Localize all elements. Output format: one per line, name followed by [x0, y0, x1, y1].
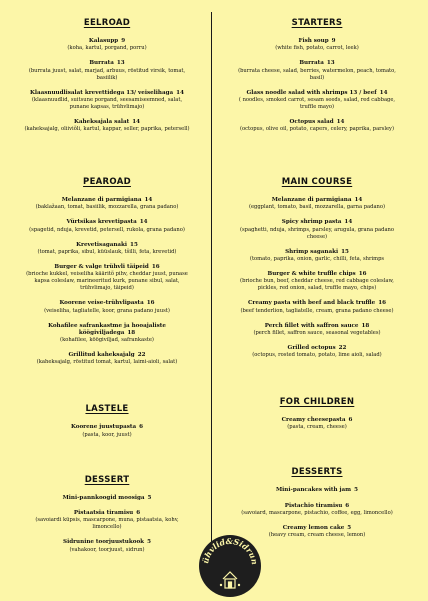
- menu-item: [24, 539, 190, 553]
- menu-section-main-course: [232, 169, 402, 359]
- menu-item-price: 14: [144, 197, 153, 204]
- menu-item-name: Koorene veise-trühvlipasta: [59, 300, 144, 307]
- menu-item-name: Fish soup: [298, 38, 329, 44]
- menu-item: [232, 119, 402, 133]
- menu-item-price: 14: [379, 89, 388, 96]
- menu-item-description: (perch fillet, saffron sauce, seasonal vegetables): [253, 329, 381, 336]
- menu-item-price: 14: [132, 118, 140, 125]
- menu-item-description: (kohafilee, köögiviljad, safrankaste): [60, 337, 154, 344]
- menu-item-title-line: [232, 219, 402, 226]
- menu-item: [232, 219, 402, 240]
- menu-item-description: ( noodles, smoked carrot, sesam seeds, salad, red cabbage, truffle mayo): [238, 96, 396, 110]
- menu-item-price: 5: [147, 539, 151, 546]
- section-title: DESSERTS: [291, 467, 343, 478]
- menu-item-description: (tomat, paprika, sibul, küüslauk, tšilli, feta, krevetid): [37, 248, 177, 255]
- menu-item: [232, 197, 402, 211]
- menu-item-description: (beef tenderlion, tagliatelle, cream, grana padano cheese): [240, 307, 394, 314]
- menu-item-title-line: [232, 323, 402, 330]
- menu-item: [232, 487, 402, 494]
- menu-item-price: 16: [358, 271, 367, 278]
- menu-item-description: (savoiard, mascarpone, pistachio, coffee, egg, limoncello): [241, 509, 393, 516]
- menu-item: [232, 345, 402, 359]
- menu-item-price: 5: [147, 494, 152, 501]
- menu-item-price: 13: [116, 60, 125, 67]
- menu-item: [232, 300, 402, 314]
- menu-item-title-line: [24, 539, 190, 546]
- menu-item-name: Spicy shrimp pasta: [281, 219, 342, 226]
- menu-item-price: 16: [378, 300, 387, 307]
- menu-item-name: Burger & valge trühvli täipeid: [54, 264, 149, 270]
- menu-item-title-line: [232, 90, 402, 97]
- menu-item-name: Vürtsikas krevetipasta: [66, 219, 137, 226]
- menu-item-price: 18: [127, 329, 136, 336]
- house-icon: [223, 572, 237, 588]
- menu-item-name: Sidrunine toorjuustukook: [63, 539, 145, 546]
- menu-item: [24, 119, 190, 133]
- menu-section-starters: [232, 10, 402, 133]
- menu-item-description: (eggplant, tomato, basil, mozzarella, garna padano): [248, 204, 386, 211]
- menu-item-price: 14: [344, 219, 353, 226]
- menu-item-description: (spaghetti, nduja, shrimps, parsley, arugula, grana padano cheese): [239, 226, 394, 240]
- section-title: MAIN COURSE: [281, 177, 353, 188]
- menu-item-name: Melanzane di parmigiana: [271, 197, 352, 204]
- menu-item: [24, 60, 190, 81]
- menu-item-name: Perch fillet with saffron sauce: [264, 322, 359, 329]
- menu-item-name: Creamy pasta with beef and black truffle: [247, 300, 376, 307]
- menu-item-description: (kaheksajalg, röstitud tomat, kartul, laimi-aioli, salat): [36, 359, 178, 366]
- menu-item-price: 6: [348, 417, 353, 424]
- menu-item-name: Burger & white truffle chips: [267, 271, 356, 278]
- menu-item: [232, 38, 402, 52]
- menu-item-description: (brioche kukkel, veiseliha kääritõ pihv, cheddar juust, punase kapsa coleslaw, marineeritud kurk, punane sibul, salat, trühvlimajo, täipeid): [26, 271, 188, 292]
- menu-item: [232, 271, 402, 292]
- menu-item-price: 14: [139, 219, 148, 226]
- menu-item-description: (kaheksajalg, oliiviõli, kartul, kappar, seller, paprika, petersell): [24, 126, 190, 133]
- menu-item-title-line: [232, 249, 402, 256]
- menu-item: [24, 323, 190, 345]
- menu-item-name: Burrata: [299, 60, 324, 67]
- column-divider: [211, 12, 212, 560]
- menu-item-description: (savoiardi küpsis, mascarpone, muna, pistaatsia, kohv, limoncello): [35, 517, 179, 531]
- menu-item-price: 5: [347, 524, 352, 531]
- english-menu-column: [232, 10, 402, 547]
- logo-seal-icon: [199, 535, 261, 597]
- menu-item-description: (white fish, potato, carrot, leek): [275, 45, 359, 52]
- menu-item-name: Koorene juustupasta: [70, 424, 137, 431]
- menu-item-title-line: [232, 300, 402, 307]
- menu-section-for-children: [232, 389, 402, 431]
- menu-item-description: (pasta, cream, cheese): [287, 424, 347, 431]
- menu-item-description: (veiseliha, tagliatelle, koor, grana padano juust): [44, 307, 170, 314]
- menu-item-name: Octopus salad: [289, 118, 334, 125]
- section-title: PEAROAD: [83, 177, 131, 188]
- menu-item-price: 14: [354, 197, 363, 204]
- menu-item: [232, 60, 402, 81]
- menu-item: [24, 197, 190, 211]
- menu-item-description: (pasta, koor, juust): [82, 431, 132, 438]
- section-title: LASTELE: [85, 404, 129, 415]
- menu-item-title-line: [232, 60, 402, 67]
- menu-item: [24, 90, 190, 111]
- menu-item: [232, 417, 402, 431]
- menu-item-price: 22: [338, 344, 347, 351]
- menu-item-price: 16: [151, 264, 160, 270]
- menu-item-price: 14: [336, 118, 345, 125]
- menu-item-description: (octopus, rosted tomato, potato, lime aioli, salad): [252, 352, 382, 359]
- menu-item-price: 6: [139, 424, 144, 431]
- menu-item-price: 16: [146, 300, 155, 307]
- menu-item-price: 6: [345, 502, 350, 509]
- menu-item-description: (spagetid, nduja, krevetid, petersell, rukola, grana padano): [29, 226, 185, 233]
- menu-item-name: Shrimp saganaki: [285, 248, 339, 255]
- svg-text:Trühvlid&Sidrunid: [199, 535, 260, 566]
- menu-section-pearoad: [24, 169, 190, 366]
- menu-item-name: Grilled octopus: [287, 344, 336, 351]
- menu-item: [232, 323, 402, 337]
- menu-item-price: 6: [136, 509, 141, 516]
- menu-item-name: Kaheksajala salat: [73, 118, 130, 125]
- menu-item-name: Kohafilee safrankastme ja hooajaliste köögiviljadega: [48, 322, 166, 336]
- menu-item-title-line: [24, 60, 190, 67]
- menu-item-name: Creamy lemon cake: [282, 524, 345, 531]
- menu-item-description: (klaasnuudlid, suitsune porgand, seesamiseemned, salat, punane kapsas, trühvlimajo): [31, 96, 183, 110]
- estonian-menu-column: [24, 10, 190, 562]
- menu-item-description: (heavy cream, cream cheese, lemon): [268, 532, 366, 539]
- menu-item: [24, 242, 190, 256]
- menu-item: [24, 300, 190, 314]
- menu-item-price: 9: [121, 38, 126, 44]
- menu-item: [24, 219, 190, 233]
- menu-item-name: Pistachio tiramisu: [284, 502, 343, 509]
- menu-item-description: (octopus, olive oil, potato, capers, celery, paprika, parsley): [239, 126, 395, 133]
- menu-item: [232, 249, 402, 263]
- menu-item-name: Klaasnuudlisalat krevettidega 13/ veiselihaga: [30, 89, 174, 96]
- menu-item-description: (vahakoor, toorjuust, sidrun): [69, 546, 145, 553]
- menu-item-price: 18: [361, 322, 370, 329]
- section-title: DESSERT: [84, 474, 130, 485]
- menu-item-description: (tomato, paprika, onion, garlic, chilli, feta, shrimps: [249, 256, 385, 262]
- menu-item-name: Creamy cheesepasta: [281, 417, 346, 424]
- menu-item-title-line: [24, 300, 190, 307]
- menu-item-price: 15: [341, 248, 349, 255]
- logo-text: ühvlid&Sidrun: [200, 535, 261, 566]
- menu-section-desserts: [232, 459, 402, 539]
- menu-item-name: Krevetisaganaki: [76, 241, 128, 248]
- menu-item-title-line: [24, 323, 190, 338]
- menu-item: [232, 90, 402, 111]
- menu-item-title-line: [24, 242, 190, 249]
- menu-item-name: Grillitud kaheksajalg: [68, 352, 135, 359]
- menu-section-lastele: [24, 396, 190, 438]
- menu-item-title-line: [24, 495, 190, 502]
- menu-item-name: Kalasupp: [88, 38, 119, 44]
- menu-item-name: Burrata: [89, 60, 114, 67]
- menu-item: [24, 424, 190, 438]
- restaurant-logo: [199, 535, 261, 597]
- menu-item: [232, 503, 402, 517]
- menu-item-title-line: [24, 90, 190, 97]
- menu-item-price: 15: [130, 241, 138, 248]
- menu-item-description: (koha, kartul, porgand, porru): [67, 45, 147, 52]
- menu-item: [24, 38, 190, 52]
- section-title: STARTERS: [291, 18, 343, 28]
- menu-item: [24, 510, 190, 531]
- menu-item: [24, 352, 190, 366]
- menu-item-description: (baklažaan, tomat, basiilik, mozzarella, grana padano): [35, 204, 179, 211]
- menu-item: [24, 495, 190, 502]
- menu-item-title-line: [232, 487, 402, 494]
- menu-item-name: Mini-pannkoogid moosiga: [62, 494, 145, 501]
- menu-item-description: (brioche bun, beef, cheddar cheese, red cabbage coleslaw, pickles, red onion, salad, truffle mayo, chips): [240, 278, 394, 292]
- menu-item-name: Glass noodle salad with shrimps 13 / beef: [246, 89, 377, 96]
- section-title: EELROAD: [83, 18, 131, 28]
- menu-item-name: Mini-pancakes with jam: [275, 487, 352, 494]
- section-title: FOR CHILDREN: [279, 397, 355, 408]
- menu-item-description: (burrata cheese, salad, berries, watermelon, peach, tomato, basil): [238, 67, 396, 81]
- menu-item: [24, 264, 190, 292]
- menu-item-title-line: [24, 424, 190, 431]
- menu-item-price: 9: [331, 38, 336, 44]
- menu-section-eelroad: [24, 10, 190, 133]
- menu-item-description: (burrata juust, salat, marjad, arbuus, röstitud virsik, tomat, basiilik): [28, 67, 186, 81]
- menu-item-name: Melanzane di parmigiana: [61, 197, 142, 204]
- menu-item-title-line: [24, 219, 190, 226]
- menu-item-name: Pistaatsia tiramisu: [73, 509, 134, 516]
- menu-item-price: 22: [137, 352, 146, 359]
- menu-item-price: 14: [176, 89, 184, 96]
- menu-item-title-line: [232, 503, 402, 510]
- menu-item-price: 13: [326, 60, 335, 67]
- menu-item-price: 5: [354, 487, 358, 494]
- menu-section-dessert: [24, 467, 190, 554]
